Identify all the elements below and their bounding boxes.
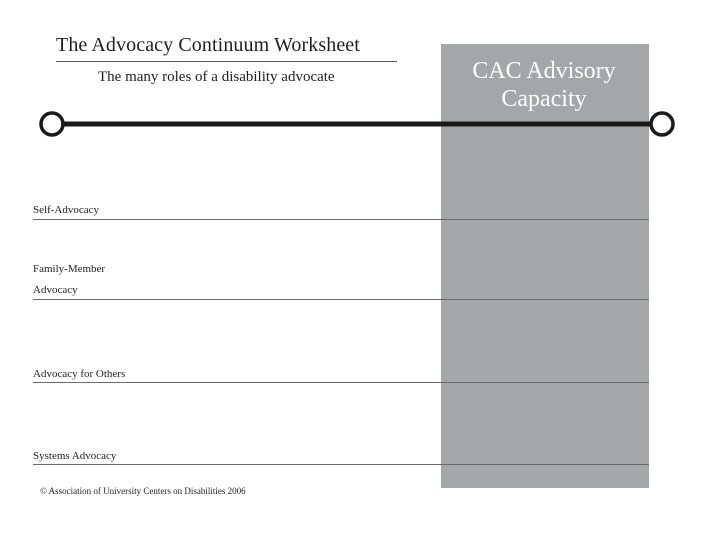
copyright-notice: © Association of University Centers on Disabilities 2006 <box>40 486 246 496</box>
row-divider-advocacy-for-others <box>33 382 649 383</box>
row-divider-family-member <box>33 299 649 300</box>
row-label-systems-advocacy: Systems Advocacy <box>33 450 117 462</box>
row-divider-self-advocacy <box>33 219 649 220</box>
worksheet-subtitle: The many roles of a disability advocate <box>98 69 335 85</box>
cac-panel-heading-line1: CAC Advisory <box>472 58 616 84</box>
title-divider <box>56 61 397 62</box>
row-label-advocacy-for-others: Advocacy for Others <box>33 368 126 380</box>
continuum-right-endpoint <box>651 113 673 135</box>
cac-panel-heading-line2: Capacity <box>501 86 587 112</box>
row-label-family-member-line1: Family-Member <box>33 263 106 275</box>
row-label-family-member-line2: Advocacy <box>33 284 78 296</box>
continuum-left-endpoint <box>41 113 63 135</box>
row-divider-systems-advocacy <box>33 464 649 465</box>
cac-panel-heading <box>470 57 618 113</box>
worksheet-title: The Advocacy Continuum Worksheet <box>56 34 360 56</box>
row-label-self-advocacy: Self-Advocacy <box>33 204 99 216</box>
